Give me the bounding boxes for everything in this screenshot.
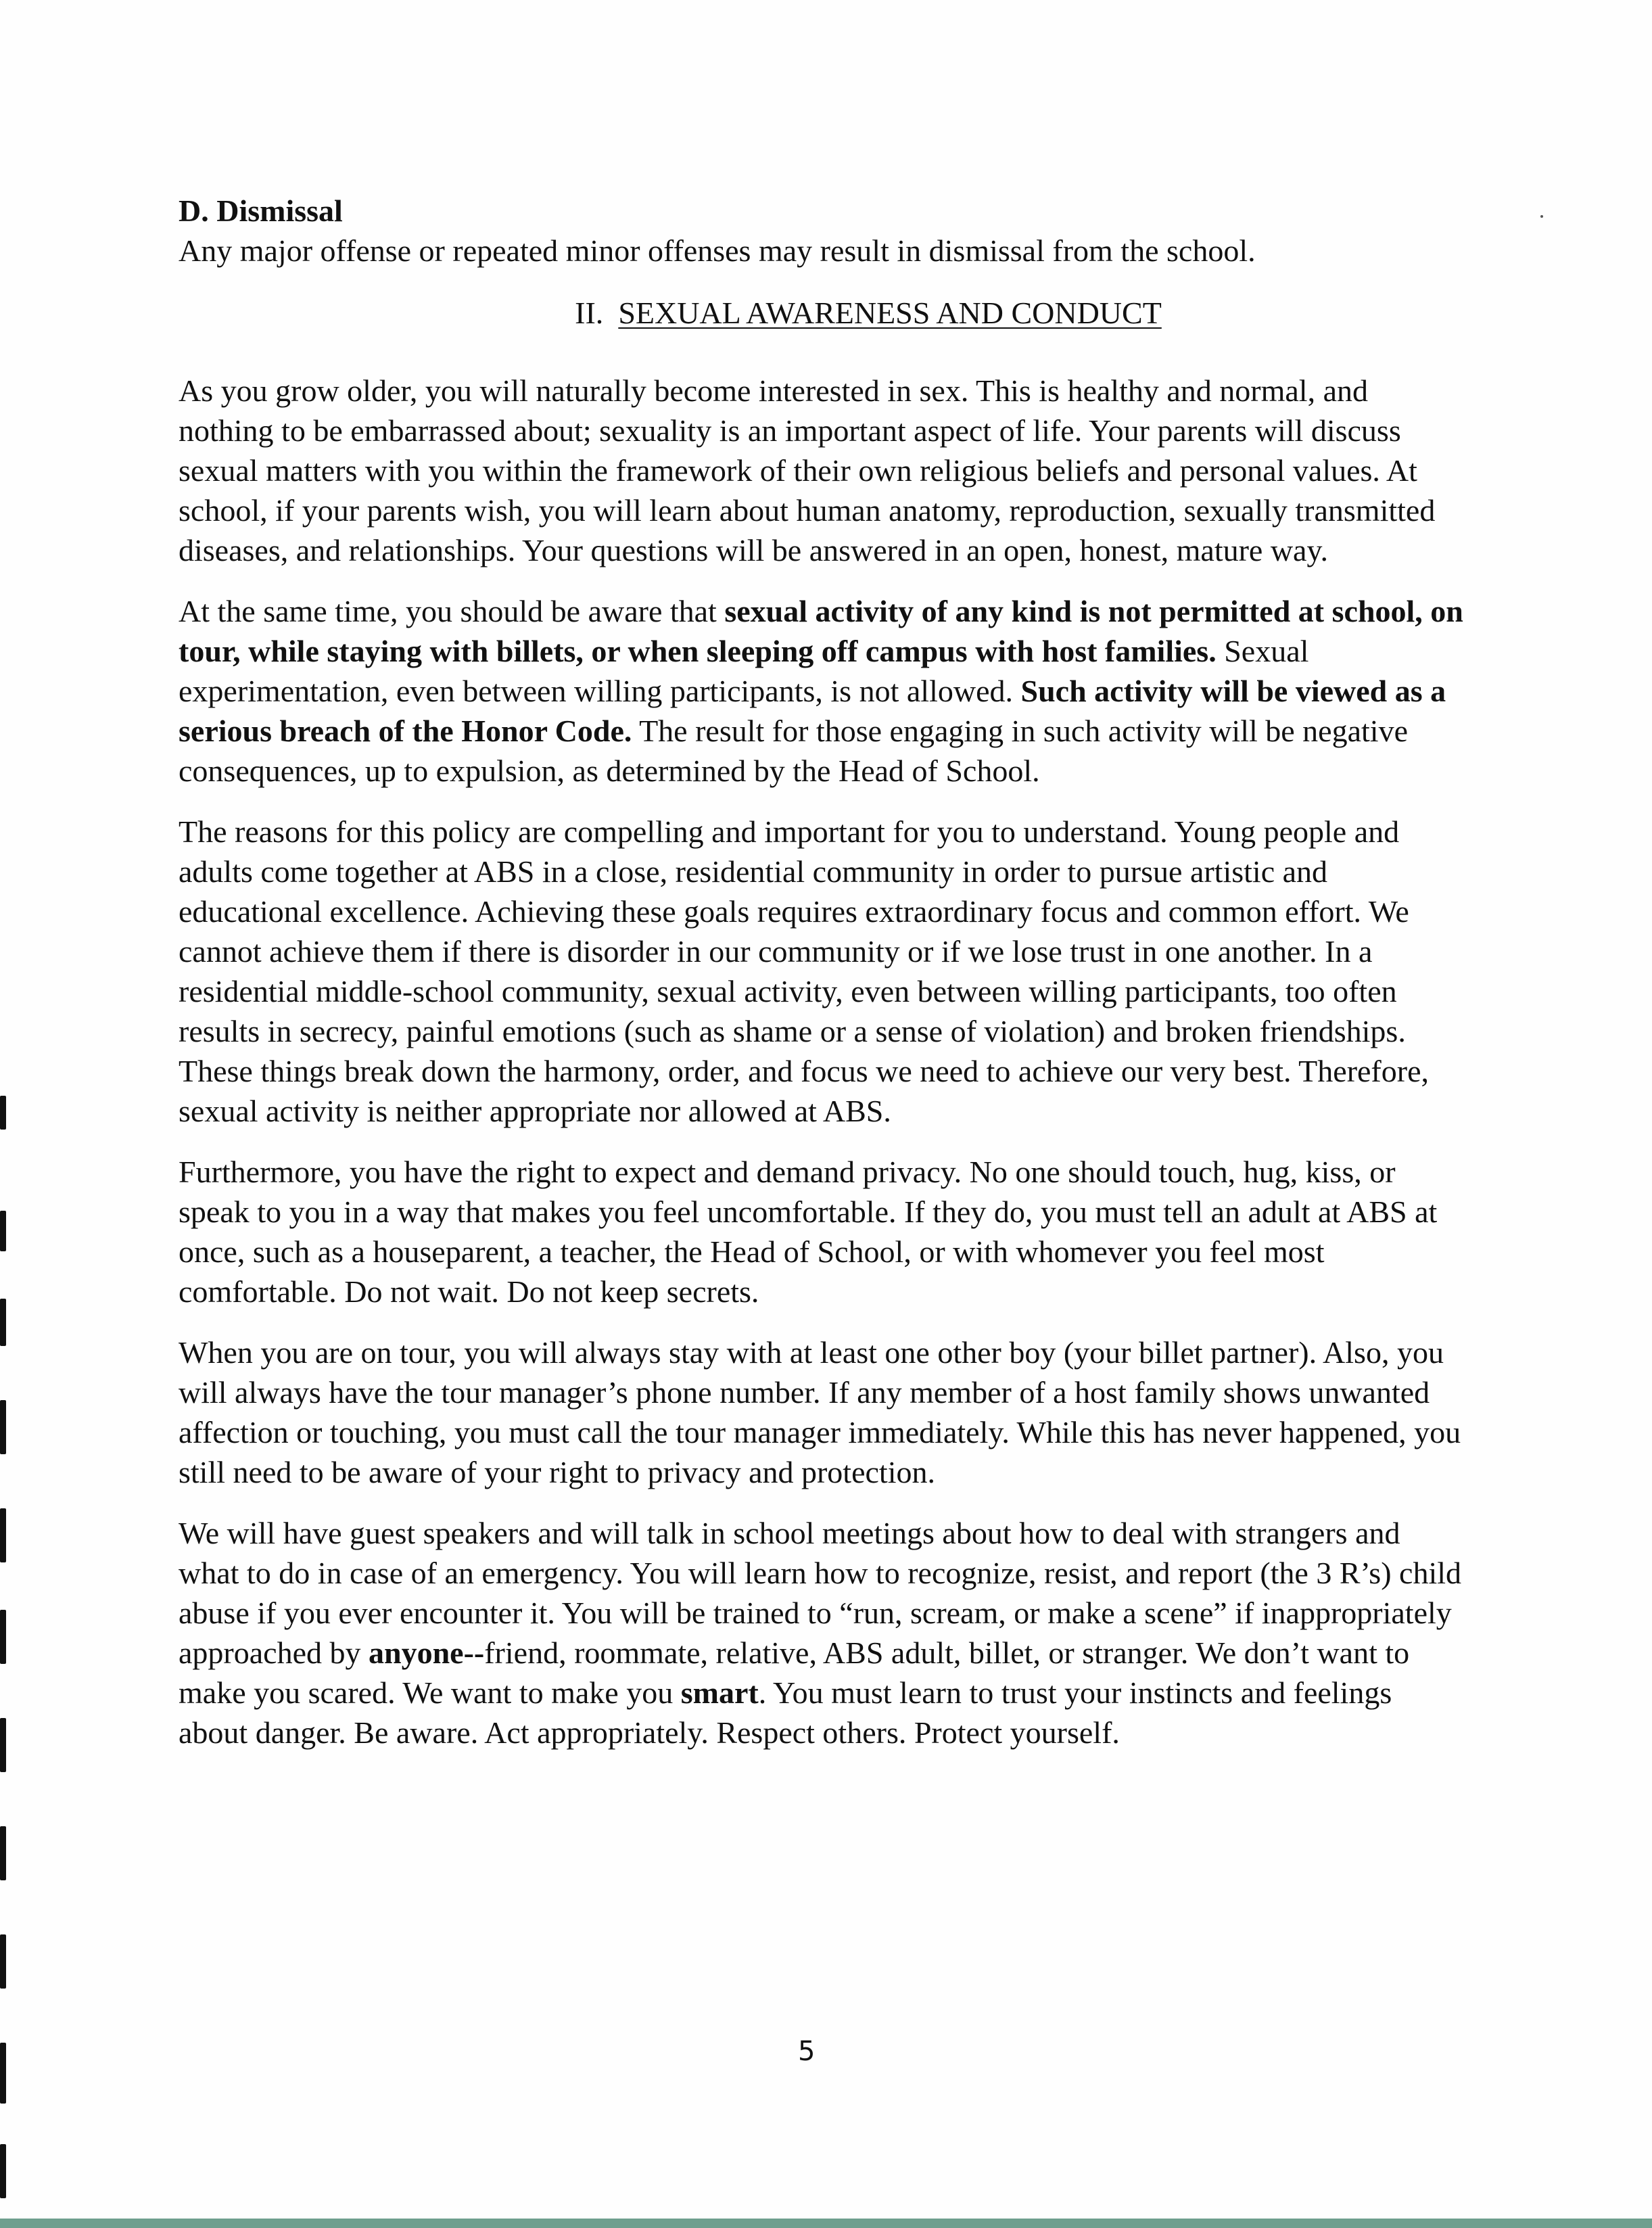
policy-text-1: At the same time, you should be aware that [179, 594, 725, 628]
safety-bold-smart: smart [680, 1675, 759, 1710]
policy-text-2: Sexual experimentation, even between willing participants, is not allowed. [179, 634, 1309, 708]
policy-bold-2: Such activity will be viewed as a serious breach of the Honor Code. [179, 674, 1446, 748]
binding-mark [0, 2043, 6, 2104]
paragraph-reasons: The reasons for this policy are compelling and important for you to understand. Young people and adults come together at ABS in a close, residential community in order to pursue artistic and educational excellence. Achieving these goals requires extraordinary focus and common effort. We cannot achieve them if there is disorder in our community or if we lose trust in one another. In a residential middle-school community, sexual activity, even between willing participants, too often results in secrecy, painful emotions (such as shame or a sense of violation) and broken friendships. These things break down the harmony, order, and focus we need to achieve our very best. Therefore, sexual activity is neither appropriate nor allowed at ABS. [179, 814, 1429, 1128]
paragraph-safety [179, 1513, 1463, 1753]
section-title-text: SEXUAL AWARENESS AND CONDUCT [618, 296, 1162, 330]
safety-bold-anyone: anyone-- [369, 1635, 485, 1670]
page-content [179, 191, 1463, 1773]
binding-mark [0, 1718, 6, 1772]
paragraph-tour: When you are on tour, you will always stay with at least one other boy (your billet partner). Also, you will always have the tour manager’s phone number. If any member of a host family shows unwanted affection or touching, you must call the tour manager immediately. While this has never happened, you still need to be aware of your right to privacy and protection. [179, 1335, 1461, 1489]
binding-mark [0, 1610, 6, 1664]
scan-speck [1540, 215, 1543, 218]
dismissal-heading: D. Dismissal [179, 193, 343, 228]
binding-mark [0, 2144, 6, 2198]
dismissal-text: Any major offense or repeated minor offenses may result in dismissal from the school. [179, 233, 1256, 268]
policy-text-3: The result for those engaging in such activity will be negative consequences, up to expulsion, as determined by the Head of School. [179, 714, 1408, 788]
binding-mark [0, 1934, 6, 1989]
binding-mark [0, 1299, 6, 1346]
paragraph-privacy: Furthermore, you have the right to expect and demand privacy. No one should touch, hug, kiss, or speak to you in a way that makes you feel uncomfortable. If they do, you must tell an adult at ABS at once, such as a houseparent, a teacher, the Head of School, or with whomever you feel most comfortable. Do not wait. Do not keep secrets. [179, 1155, 1438, 1309]
section-title [179, 293, 1463, 333]
safety-text-3: . You must learn to trust your instincts and feelings about danger. Be aware. Act appropriately. Respect others. Protect yourself. [179, 1675, 1392, 1750]
scan-bottom-edge [0, 2219, 1652, 2228]
paragraph-policy [179, 591, 1463, 791]
binding-mark [0, 1096, 6, 1130]
binding-mark [0, 1400, 6, 1454]
binding-mark [0, 1211, 6, 1251]
binding-mark [0, 1826, 6, 1880]
binding-mark [0, 1508, 6, 1562]
safety-text-2: friend, roommate, relative, ABS adult, billet, or stranger. We don’t want to make you scared. We want to make you [179, 1635, 1410, 1710]
paragraph-intro: As you grow older, you will naturally become interested in sex. This is healthy and normal, and nothing to be embarrassed about; sexuality is an important aspect of life. Your parents will discuss sexual matters with you within the framework of their own religious beliefs and personal values. At school, if your parents wish, you will learn about human anatomy, reproduction, sexually transmitted diseases, and relationships. Your questions will be answered in an open, honest, mature way. [179, 373, 1436, 567]
section-number: II. [575, 296, 604, 330]
safety-text-1: We will have guest speakers and will talk in school meetings about how to deal with strangers and what to do in case of an emergency. You will learn how to recognize, resist, and report (the 3 R’s) child abuse if you ever encounter it. You will be trained to “run, scream, or make a scene” if inappropriately approached by [179, 1516, 1462, 1670]
page-number: 5 [798, 2036, 816, 2067]
policy-bold-1: sexual activity of any kind is not permitted at school, on tour, while staying with billets, or when sleeping off campus with host families. [179, 594, 1463, 668]
